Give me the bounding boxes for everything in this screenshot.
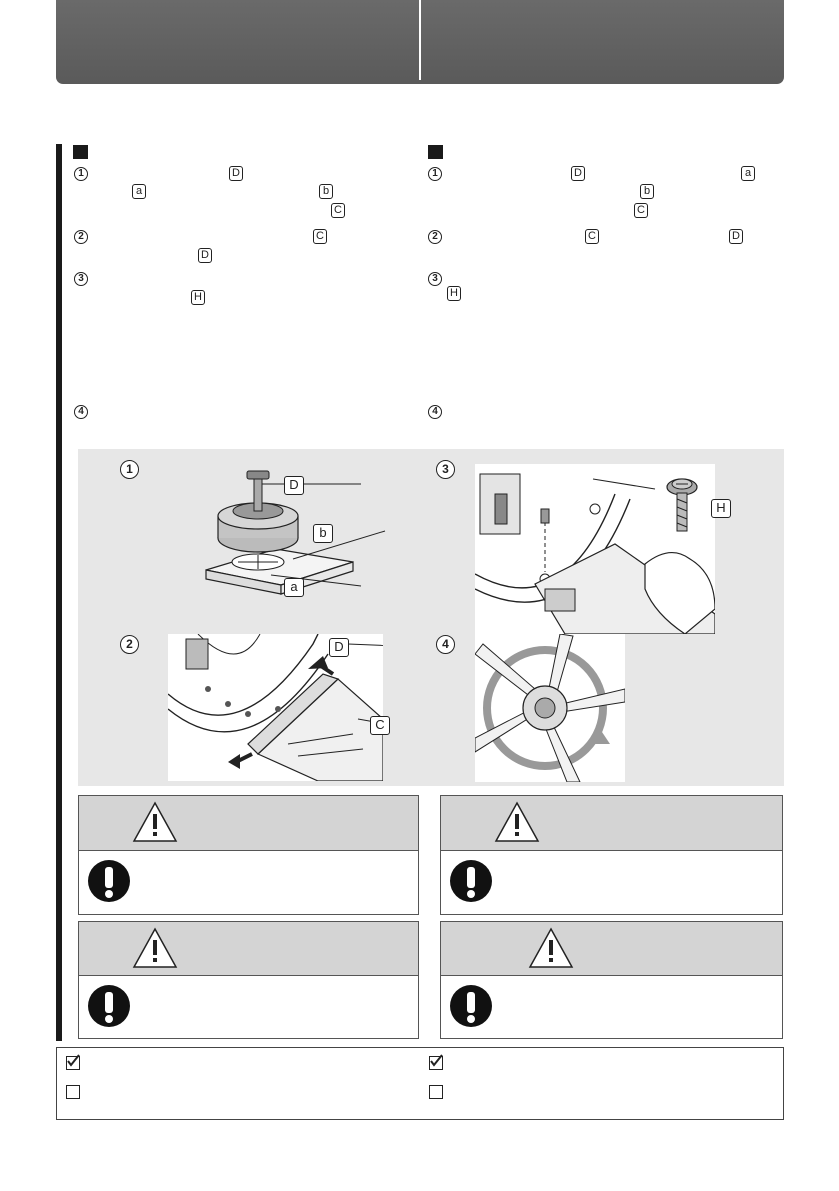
- figure-number: 4: [436, 635, 455, 654]
- illustration-panel: [78, 449, 784, 786]
- figure-tag-a: a: [284, 578, 304, 597]
- mandatory-action-icon: [449, 984, 493, 1028]
- part-tag-c: C: [313, 229, 327, 244]
- part-tag-b: b: [640, 184, 654, 199]
- part-tag-b: b: [319, 184, 333, 199]
- step-number: 2: [74, 230, 88, 244]
- caution-box: [78, 921, 419, 1039]
- step-number: 3: [74, 272, 88, 286]
- check-icon: [66, 1054, 80, 1068]
- checkbox-unchecked[interactable]: [429, 1085, 443, 1099]
- part-tag-c: C: [585, 229, 599, 244]
- warning-triangle-icon: [493, 800, 541, 844]
- part-tag-h: H: [447, 286, 461, 301]
- section-marker-right: [428, 145, 443, 159]
- warning-box: [78, 795, 419, 915]
- figure-number: 2: [120, 635, 139, 654]
- screw-h-icon: [664, 477, 704, 537]
- figure-2-blade-attach: [168, 634, 383, 781]
- checkbox-checked[interactable]: [429, 1056, 443, 1070]
- warning-box: [440, 795, 783, 915]
- header-divider: [419, 0, 421, 80]
- step-number: 1: [428, 167, 442, 181]
- mandatory-action-icon: [87, 984, 131, 1028]
- part-tag-c: C: [634, 203, 648, 218]
- step-number: 2: [428, 230, 442, 244]
- caution-triangle-icon: [527, 926, 575, 970]
- header-bar: [56, 0, 784, 84]
- step-number: 4: [428, 405, 442, 419]
- mandatory-action-icon: [449, 859, 493, 903]
- mandatory-action-icon: [87, 859, 131, 903]
- figure-4-rotation-check: [475, 634, 625, 782]
- caution-box: [440, 921, 783, 1039]
- checkbox-unchecked[interactable]: [66, 1085, 80, 1099]
- warning-header: [441, 796, 782, 851]
- check-icon: [429, 1054, 443, 1068]
- checkbox-checked[interactable]: [66, 1056, 80, 1070]
- warning-triangle-icon: [131, 800, 179, 844]
- caution-triangle-icon: [131, 926, 179, 970]
- step-number: 3: [428, 272, 442, 286]
- left-side-rule: [56, 144, 62, 1041]
- part-tag-a: a: [741, 166, 755, 181]
- figure-number: 3: [436, 460, 455, 479]
- part-tag-d: D: [729, 229, 743, 244]
- figure-number: 1: [120, 460, 139, 479]
- part-tag-d: D: [198, 248, 212, 263]
- figure-tag-d: D: [329, 638, 349, 657]
- part-tag-a: a: [132, 184, 146, 199]
- part-tag-d: D: [229, 166, 243, 181]
- warning-header: [79, 796, 418, 851]
- part-tag-h: H: [191, 290, 205, 305]
- step-number: 4: [74, 405, 88, 419]
- section-marker-left: [73, 145, 88, 159]
- caution-header: [441, 922, 782, 976]
- step-number: 1: [74, 167, 88, 181]
- part-tag-c: C: [331, 203, 345, 218]
- checklist-box: [56, 1047, 784, 1120]
- figure-tag-c: C: [370, 716, 390, 735]
- figure-tag-d: D: [284, 476, 304, 495]
- figure-tag-b: b: [313, 524, 333, 543]
- part-tag-d: D: [571, 166, 585, 181]
- figure-tag-h: H: [711, 499, 731, 518]
- caution-header: [79, 922, 418, 976]
